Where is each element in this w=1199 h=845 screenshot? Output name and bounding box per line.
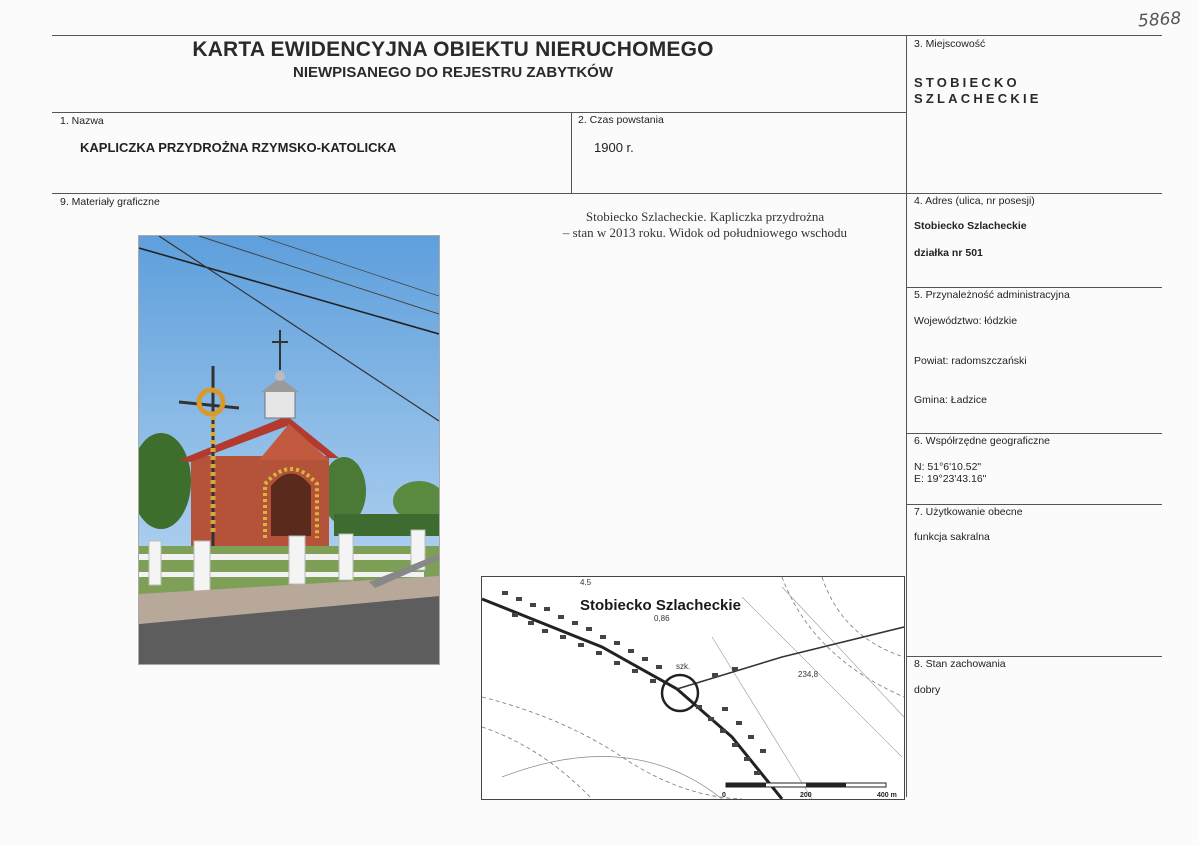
fence-post bbox=[289, 536, 305, 584]
map-elevation: 0,86 bbox=[654, 614, 670, 623]
fence-rail bbox=[139, 572, 424, 577]
divider-7 bbox=[906, 504, 1162, 505]
przynaleznosc-label: 5. Przynależność administracyjna bbox=[914, 289, 1070, 301]
coordinate-e: E: 19°23'43.16" bbox=[914, 473, 987, 485]
map-elevation: 234,8 bbox=[798, 670, 819, 679]
adres-line-2: działka nr 501 bbox=[914, 247, 983, 259]
contour-line bbox=[482, 727, 592, 799]
chapel-illustration bbox=[139, 236, 439, 664]
scale-bar-segment bbox=[806, 783, 846, 787]
card-title: KARTA EWIDENCYJNA OBIEKTU NIERUCHOMEGO bbox=[192, 38, 714, 61]
nazwa-value: KAPLICZKA PRZYDROŻNA RZYMSKO-KATOLICKA bbox=[80, 140, 397, 155]
adres-line-1: Stobiecko Szlacheckie bbox=[914, 220, 1027, 232]
caption-line-1: Stobiecko Szlacheckie. Kapliczka przydrożna bbox=[585, 209, 825, 224]
caption-line-2: – stan w 2013 roku. Widok od południowego wschodu bbox=[562, 225, 848, 240]
materialy-label: 9. Materiały graficzne bbox=[60, 196, 160, 208]
village-buildings bbox=[502, 591, 766, 775]
side-road bbox=[677, 627, 904, 689]
location-map bbox=[481, 576, 905, 800]
scale-label-200: 200 bbox=[800, 792, 812, 799]
divider-8 bbox=[906, 656, 1162, 657]
divider-5 bbox=[906, 287, 1162, 288]
contour-line bbox=[782, 577, 904, 697]
divider-6 bbox=[906, 433, 1162, 434]
name-date-divider bbox=[571, 112, 572, 194]
nazwa-label: 1. Nazwa bbox=[60, 115, 104, 127]
contour-line bbox=[822, 577, 904, 657]
contour-line bbox=[502, 757, 722, 799]
field-boundary bbox=[712, 587, 904, 799]
miejscowosc-value bbox=[914, 75, 1042, 107]
map-place-name: Stobiecko Szlacheckie bbox=[580, 597, 741, 614]
stan-label: 8. Stan zachowania bbox=[914, 658, 1006, 670]
top-border bbox=[52, 35, 1162, 36]
adres-label: 4. Adres (ulica, nr posesji) bbox=[914, 195, 1035, 207]
czas-value: 1900 r. bbox=[594, 140, 634, 155]
uzytkowanie-value: funkcja sakralna bbox=[914, 531, 990, 543]
wojewodztwo-value: Województwo: łódzkie bbox=[914, 315, 1018, 327]
archive-number: 5868 bbox=[1137, 8, 1182, 32]
uzytkowanie-label: 7. Użytkowanie obecne bbox=[914, 506, 1023, 518]
map-elevation: 4.5 bbox=[580, 578, 592, 587]
chapel-door bbox=[271, 474, 311, 537]
wspolrzedne-label: 6. Współrzędne geograficzne bbox=[914, 435, 1050, 447]
photo-caption bbox=[520, 209, 890, 241]
miejscowosc-label: 3. Miejscowość bbox=[914, 38, 986, 50]
fence-post bbox=[194, 541, 210, 591]
chapel-turret bbox=[265, 390, 295, 418]
topographic-map bbox=[482, 577, 904, 799]
section-divider bbox=[52, 193, 1162, 194]
scale-label-400: 400 m bbox=[877, 792, 897, 799]
stan-value: dobry bbox=[914, 684, 941, 696]
turret-ball bbox=[275, 371, 285, 381]
powiat-value: Powiat: radomszczański bbox=[914, 355, 1027, 367]
main-road bbox=[482, 599, 782, 799]
scale-bar-segment bbox=[726, 783, 766, 787]
card-subtitle: NIEWPISANEGO DO REJESTRU ZABYTKÓW bbox=[292, 64, 614, 81]
map-school-label: szk. bbox=[676, 662, 691, 671]
right-column-divider bbox=[906, 35, 907, 797]
gmina-value: Gmina: Ładzice bbox=[914, 394, 987, 406]
fence-post bbox=[149, 541, 161, 585]
scale-label-0: 0 bbox=[722, 792, 726, 799]
czas-label: 2. Czas powstania bbox=[578, 114, 664, 126]
miejscowosc-line-2: SZLACHECKIE bbox=[914, 91, 1042, 106]
chapel-photo bbox=[138, 235, 440, 665]
header-divider bbox=[52, 112, 906, 113]
fence-post bbox=[339, 534, 353, 580]
fence-rail bbox=[139, 554, 424, 560]
coordinate-n: N: 51°6'10.52" bbox=[914, 461, 982, 473]
miejscowosc-line-1: STOBIECKO bbox=[914, 75, 1020, 90]
